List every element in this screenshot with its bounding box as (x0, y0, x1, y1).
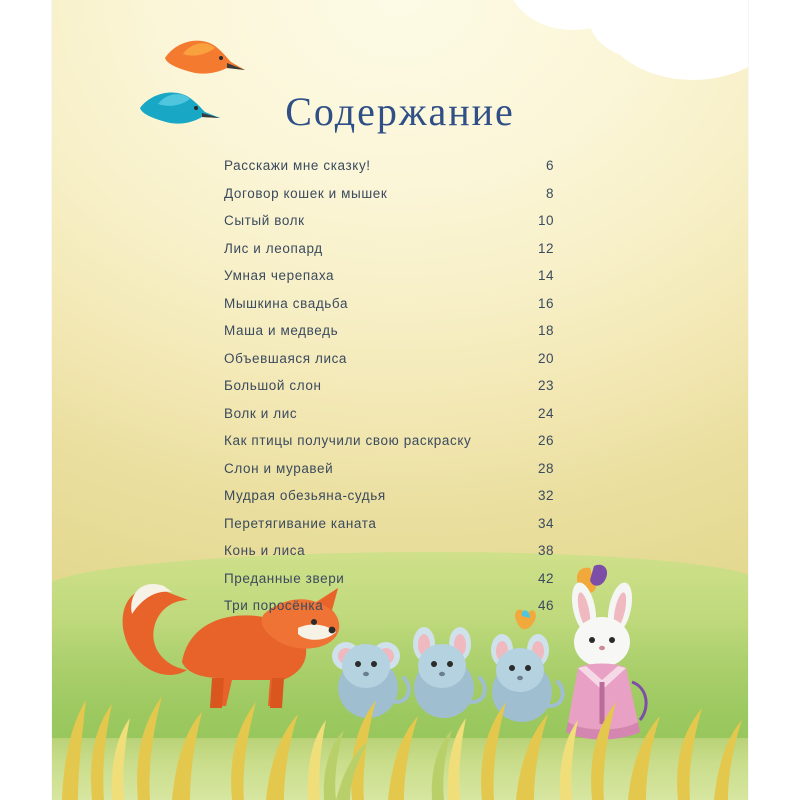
toc-entry-page: 46 (537, 598, 554, 613)
toc-entry-page: 16 (537, 295, 554, 311)
page-title: Содержание (285, 89, 515, 134)
toc-entry[interactable] (224, 351, 554, 379)
toc-entry-title: Маша и медведь (224, 323, 339, 338)
toc-entry[interactable] (224, 186, 554, 214)
toc-entry-page: 38 (537, 543, 554, 558)
toc-entry[interactable] (224, 378, 554, 406)
toc-entry-title: Преданные звери (224, 570, 345, 586)
book-page (52, 0, 748, 800)
grass-blades-illustration (52, 630, 748, 800)
toc-entry-page: 28 (537, 460, 554, 476)
toc-entry-page: 24 (537, 405, 554, 421)
toc-entry-title: Объевшаяся лиса (224, 350, 348, 366)
toc-entry[interactable] (224, 241, 554, 269)
toc-entry[interactable] (224, 158, 554, 186)
toc-entry-page: 10 (537, 213, 554, 228)
toc-entry[interactable] (224, 488, 554, 516)
toc-entry-page: 14 (537, 268, 554, 283)
toc-entry-page: 23 (537, 378, 554, 393)
toc-entry-title: Договор кошек и мышек (224, 185, 388, 201)
toc-entry[interactable] (224, 268, 554, 296)
toc-entry-page: 42 (537, 570, 554, 586)
toc-entry-title: Перетягивание каната (224, 515, 377, 531)
toc-entry[interactable] (224, 323, 554, 351)
toc-entry-page: 12 (537, 240, 554, 256)
toc-entry[interactable] (224, 433, 554, 461)
toc-entry-page: 32 (537, 488, 554, 503)
table-of-contents (224, 158, 554, 626)
toc-entry-page: 18 (537, 323, 554, 338)
toc-entry[interactable] (224, 516, 554, 544)
toc-entry-page: 26 (537, 433, 554, 448)
toc-entry-title: Три поросёнка (224, 598, 324, 613)
toc-entry-page: 8 (545, 185, 554, 201)
toc-entry-title: Мудрая обезьяна-судья (224, 488, 386, 503)
toc-entry-title: Большой слон (224, 378, 322, 393)
cloud-shape (668, 10, 748, 70)
toc-entry-title: Лис и леопард (224, 240, 323, 256)
toc-entry-title: Волк и лис (224, 405, 298, 421)
toc-entry[interactable] (224, 598, 554, 626)
toc-entry-page: 6 (545, 158, 554, 173)
toc-entry-title: Слон и муравей (224, 460, 334, 476)
toc-entry[interactable] (224, 543, 554, 571)
toc-entry[interactable] (224, 213, 554, 241)
toc-entry[interactable] (224, 571, 554, 599)
toc-entry-title: Умная черепаха (224, 268, 335, 283)
toc-entry-title: Мышкина свадьба (224, 295, 349, 311)
toc-entry-title: Сытый волк (224, 213, 305, 228)
orange-bird-icon (157, 30, 247, 90)
toc-entry[interactable] (224, 406, 554, 434)
toc-entry-title: Как птицы получили свою раскраску (224, 433, 472, 448)
toc-entry-page: 34 (537, 515, 554, 531)
toc-entry-title: Расскажи мне сказку! (224, 158, 371, 173)
toc-entry[interactable] (224, 296, 554, 324)
toc-entry-title: Конь и лиса (224, 543, 306, 558)
toc-entry[interactable] (224, 461, 554, 489)
toc-entry-page: 20 (537, 350, 554, 366)
